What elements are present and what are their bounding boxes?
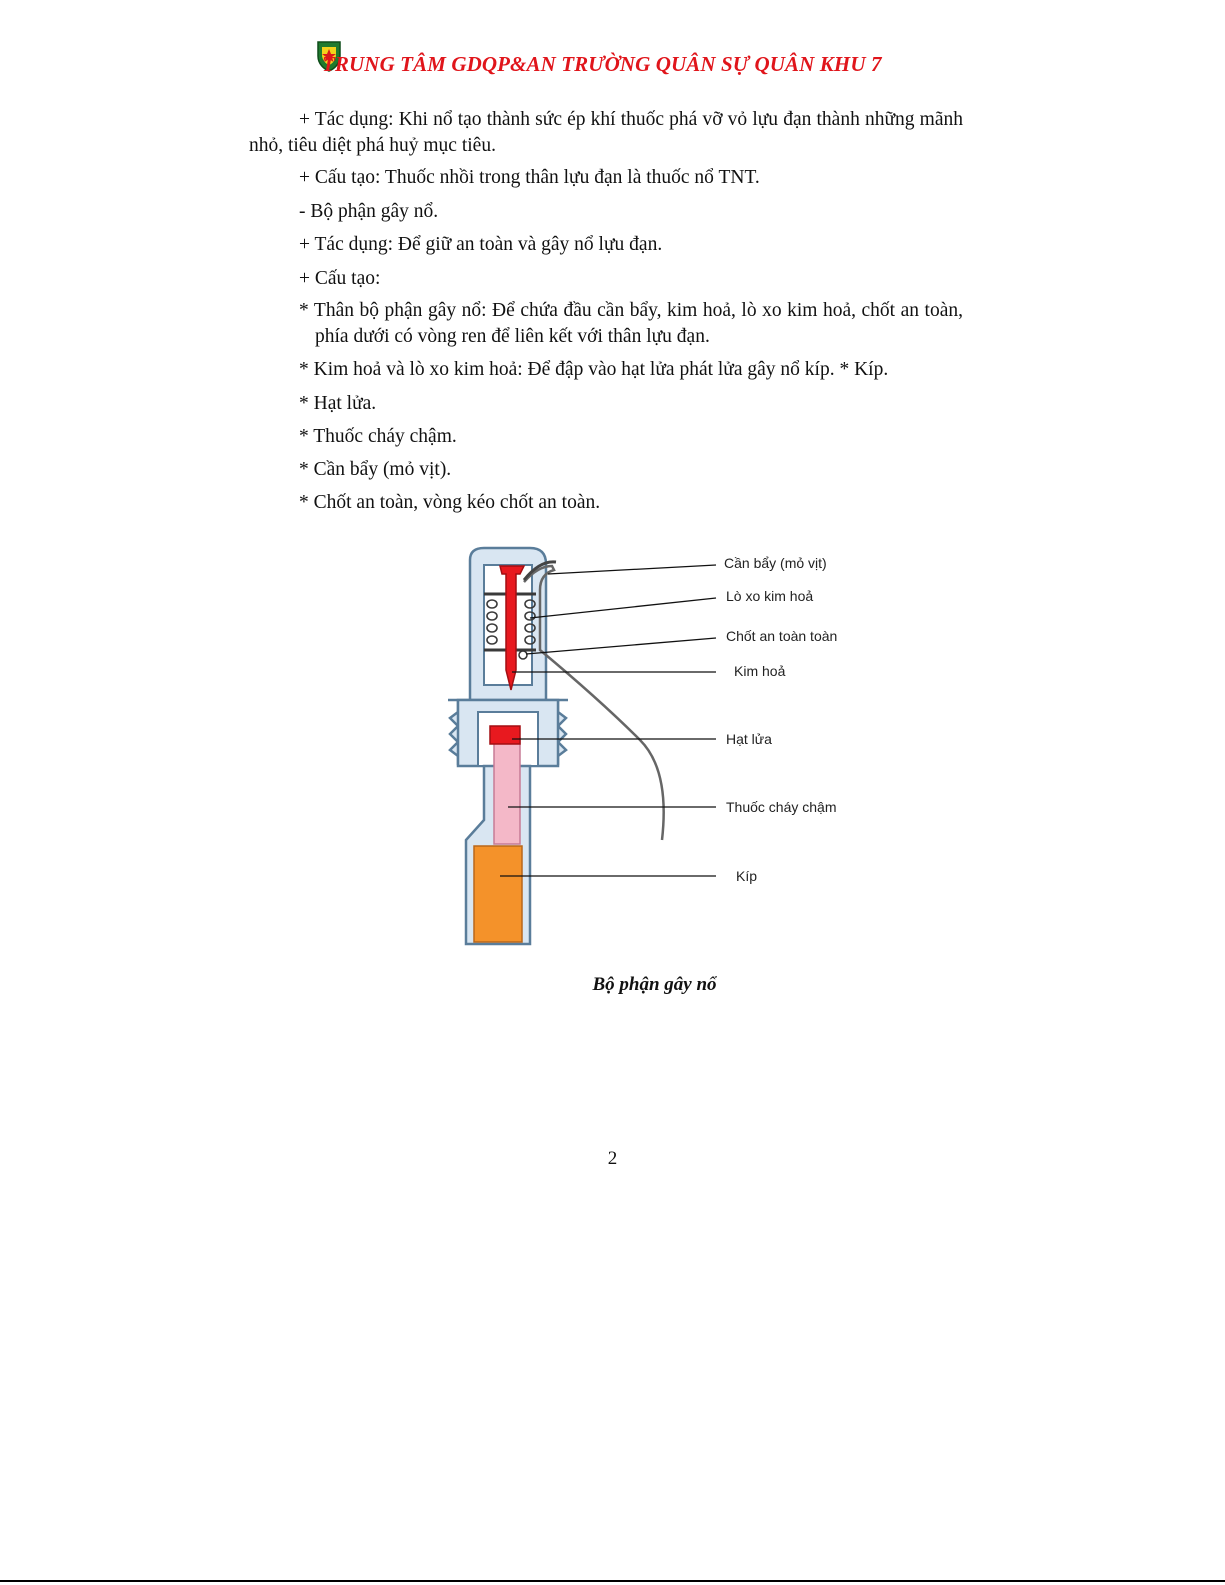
label-primer: Hạt lửa [726,731,772,747]
list-item-firing-pin: * Kim hoả và lò xo kim hoả: Để đập vào hạt lửa phát lửa gây nổ kíp. * Kíp. [299,359,889,380]
fuse-diagram [440,540,860,960]
label-lever: Cần bẩy (mỏ vịt) [724,555,827,571]
list-item-safety-pin: * Chốt an toàn, vòng kéo chốt an toàn. [299,492,601,513]
paragraph-effect: + Tác dụng: Khi nổ tạo thành sức ép khí thuốc phá vỡ vỏ lựu đạn thành những mãnh nhỏ, tiêu diệt phá huỷ mục tiêu. [249,109,963,156]
page-header [316,38,916,82]
page-number: 2 [607,1148,618,1169]
list-item-slow-fuse: * Thuốc cháy chậm. [299,426,457,447]
paragraph-fuse-structure: + Cấu tạo: [299,268,381,289]
primer-cap [490,726,520,744]
section-heading-fuse: - Bộ phận gây nổ. [299,201,439,222]
label-slow-fuse: Thuốc cháy chậm [726,799,837,815]
header-title: TRUNG TÂM GDQP&AN TRƯỜNG QUÂN SỰ QUÂN KHU 7 [322,52,882,76]
label-detonator: Kíp [736,868,758,884]
figure-caption: Bộ phận gây nổ [592,974,717,995]
detonator-kip [474,846,522,942]
label-firing-pin: Kim hoả [734,663,786,679]
list-item-fuse-body: * Thân bộ phận gây nổ: Để chứa đầu cần bẩy, kim hoả, lò xo kim hoả, chốt an toàn, phía dưới có vòng ren để liên kết với thân lựu đạn. [299,300,963,347]
label-safety-pin: Chốt an toàn toàn [726,628,838,644]
list-item-primer: * Hạt lửa. [299,393,377,414]
slow-fuse [494,738,520,844]
list-item-lever: * Cần bẩy (mỏ vịt). [299,459,452,480]
paragraph-structure: + Cấu tạo: Thuốc nhồi trong thân lựu đạn là thuốc nổ TNT. [299,167,760,188]
bottom-divider [0,1580,1225,1582]
label-spring: Lò xo kim hoả [726,588,814,604]
paragraph-fuse-effect: + Tác dụng: Để giữ an toàn và gây nổ lựu đạn. [299,234,663,255]
